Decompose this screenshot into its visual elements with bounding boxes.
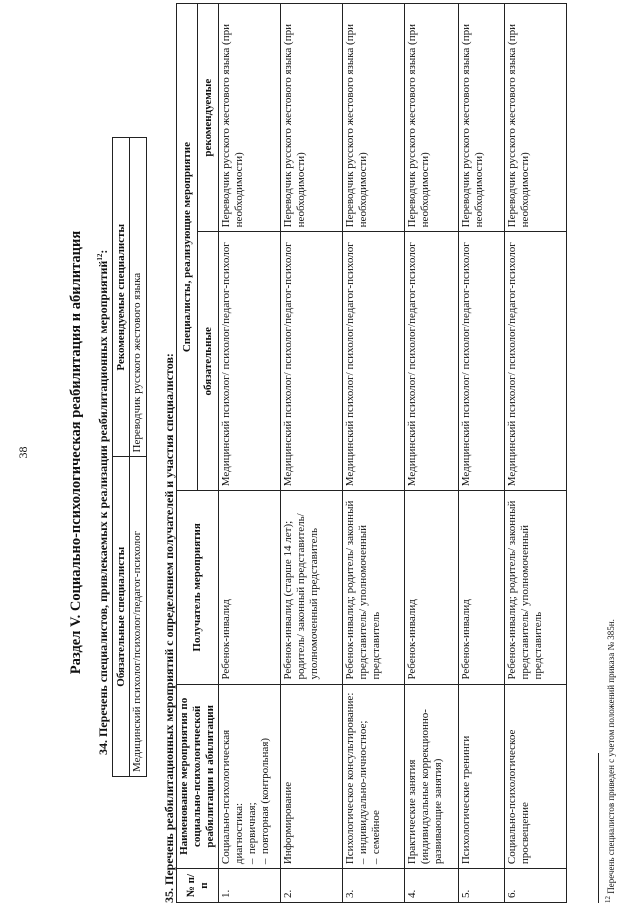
table-row: [405, 4, 459, 903]
table-row: [219, 4, 281, 903]
row-recommended: Переводчик русского жестового языка (при необходимости): [281, 4, 343, 232]
row-recommended: Переводчик русского жестового языка (при необходимости): [405, 4, 459, 232]
header-specialists: Специалисты, реализующие мероприятие: [177, 4, 198, 491]
row-num: 5.: [459, 869, 505, 903]
row-recommended: Переводчик русского жестового языка (при необходимости): [505, 4, 567, 232]
section-34-heading: [96, 250, 111, 755]
row-num: 6.: [505, 869, 567, 903]
row-required: Медицинский психолог/ психолог/педагог-психолог: [459, 232, 505, 491]
section-34-heading-tail: :: [96, 249, 110, 254]
row-measure-name: Социально-психологическое просвещение: [505, 684, 567, 869]
header-measure-name: Наименование мероприятия по социально-психологической реабилитации и абилитации: [177, 684, 219, 869]
page-number: 38: [16, 446, 30, 459]
header-num: № п/п: [177, 869, 219, 903]
row-measure-name: [219, 684, 281, 869]
row-required: Медицинский психолог/ психолог/педагог-психолог: [405, 232, 459, 491]
recommended-specialists-cell: Переводчик русского жестового языка: [130, 138, 147, 458]
row-measure-name: Информирование: [281, 684, 343, 869]
row-recipient: Ребенок-инвалид; родитель/ законный представитель/ уполномоченный представитель: [505, 491, 567, 684]
required-specialists-header: Обязательные специалисты: [113, 457, 130, 777]
row-num: 1.: [219, 869, 281, 903]
required-specialists-cell: Медицинский психолог/психолог/педагог-психолог: [130, 457, 147, 777]
row-recipient: Ребенок-инвалид (старше 14 лет); родитель/ законный представитель/ уполномоченный представитель: [281, 491, 343, 684]
row-measure-name: [343, 684, 405, 869]
measure-title: Социально-психологическая диагностика:: [220, 729, 245, 865]
row-num: 3.: [343, 869, 405, 903]
table-row: [343, 4, 405, 903]
measure-subitem: – повторная (контрольная): [259, 689, 272, 865]
row-required: Медицинский психолог/ психолог/педагог-психолог: [281, 232, 343, 491]
measure-subitem: – индивидуально-личностное;: [357, 689, 370, 865]
specialists-table: [112, 137, 147, 777]
table-row: [505, 4, 567, 903]
row-recipient: Ребенок-инвалид: [219, 491, 281, 684]
table-row: [459, 4, 505, 903]
section-34-heading-text: 34. Перечень специалистов, привлекаемых к реализации реабилитационных мероприятий: [96, 260, 110, 755]
header-required: обязательные: [198, 232, 219, 491]
row-required: Медицинский психолог/ психолог/педагог-психолог: [343, 232, 405, 491]
row-required: Медицинский психолог/ психолог/педагог-психолог: [219, 232, 281, 491]
recommended-specialists-header: Рекомендуемые специалисты: [113, 138, 130, 458]
section-35-heading: 35. Перечень реабилитационных мероприятий с определением получателей и участия специалистов:: [162, 353, 176, 903]
row-recipient: Ребенок-инвалид: [405, 491, 459, 684]
footnote-text: Перечень специалистов приведен с учетом положений приказа № 385н.: [606, 619, 616, 894]
measure-title: Психологическое консультирование:: [344, 692, 356, 865]
row-recommended: Переводчик русского жестового языка (при необходимости): [459, 4, 505, 232]
measure-subitem: – первичная;: [246, 689, 259, 865]
measures-table: [176, 3, 567, 903]
row-num: 4.: [405, 869, 459, 903]
row-measure-name: Практические занятия (индивидуальные коррекционно-развивающие занятия): [405, 684, 459, 869]
header-recommended: рекомендуемые: [198, 4, 219, 232]
footnote-mark: 12: [604, 896, 612, 903]
section-title: Раздел V. Социально-психологическая реабилитация и абилитация: [68, 230, 84, 675]
footnote-divider: [598, 753, 599, 903]
footnote: [604, 619, 616, 903]
row-num: 2.: [281, 869, 343, 903]
row-required: Медицинский психолог/ психолог/педагог-психолог: [505, 232, 567, 491]
row-measure-name: Психологические тренинги: [459, 684, 505, 869]
row-recipient: Ребенок-инвалид: [459, 491, 505, 684]
row-recommended: Переводчик русского жестового языка (при необходимости): [343, 4, 405, 232]
header-recipient: Получатель мероприятия: [177, 491, 219, 684]
table-row: [281, 4, 343, 903]
row-recommended: Переводчик русского жестового языка (при необходимости): [219, 4, 281, 232]
row-recipient: Ребенок-инвалид; родитель/ законный представитель/ уполномоченный представитель: [343, 491, 405, 684]
footnote-ref: 12: [96, 253, 104, 261]
measure-subitem: – семейное: [370, 689, 383, 865]
